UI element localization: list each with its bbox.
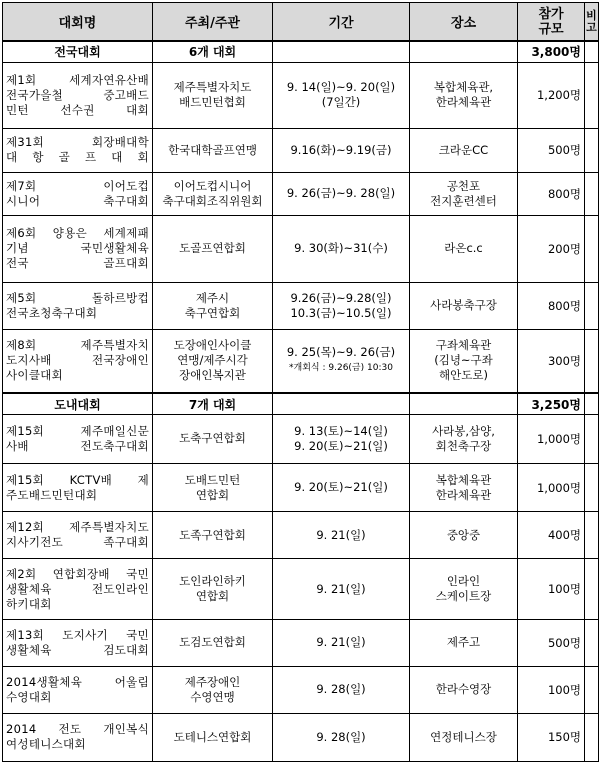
event-venue: 복합체육관 한라체육관 bbox=[410, 464, 518, 512]
event-host: 제주특별자치도 배드민턴협회 bbox=[153, 62, 273, 128]
event-name: 제2회 연합회장배 국민 생활체육 전도인라인 하키대회 bbox=[3, 559, 153, 620]
event-name: 제8회 제주특별자치 도지사배 전국장애인 사이클대회 bbox=[3, 329, 153, 393]
event-scale: 150명 bbox=[518, 713, 585, 761]
event-period bbox=[273, 62, 410, 128]
header-name: 대회명 bbox=[3, 3, 153, 42]
table-row bbox=[3, 464, 599, 512]
event-venue: 구좌체육관 (김녕~구좌 해안도로) bbox=[410, 329, 518, 393]
event-venue: 라온c.c bbox=[410, 216, 518, 282]
event-note bbox=[585, 62, 599, 128]
empty-cell bbox=[585, 41, 599, 62]
event-venue: 사라봉,삼양, 회천축구장 bbox=[410, 414, 518, 463]
table-row bbox=[3, 216, 599, 282]
table-row bbox=[3, 713, 599, 761]
section-total: 3,250명 bbox=[518, 393, 585, 414]
event-period bbox=[273, 512, 410, 559]
table-row bbox=[3, 559, 599, 620]
event-name: 제15회 제주매일신문 사배 전도축구대회 bbox=[3, 414, 153, 463]
table-row bbox=[3, 129, 599, 173]
event-scale: 400명 bbox=[518, 512, 585, 559]
event-venue: 중앙중 bbox=[410, 512, 518, 559]
section-title: 도내대회 bbox=[3, 393, 153, 414]
header-period: 기간 bbox=[273, 3, 410, 42]
section-total: 3,800명 bbox=[518, 41, 585, 62]
event-venue: 공천포 전지훈련센터 bbox=[410, 172, 518, 216]
event-period-note: *개회식 : 9.26(금) 10:30 bbox=[289, 363, 393, 374]
event-venue: 사라봉축구장 bbox=[410, 282, 518, 329]
event-period bbox=[273, 713, 410, 761]
event-venue: 한라수영장 bbox=[410, 666, 518, 713]
event-period bbox=[273, 129, 410, 173]
event-period-dates: 9.16(화)~9.19(금) bbox=[290, 142, 392, 157]
event-period bbox=[273, 619, 410, 666]
event-name: 제1회 세계자연유산배 전국가을철 중고배드 민턴 선수권 대회 bbox=[3, 62, 153, 128]
table-row bbox=[3, 172, 599, 216]
event-scale: 300명 bbox=[518, 329, 585, 393]
section-count: 7개 대회 bbox=[153, 393, 273, 414]
event-host: 제주시 축구연합회 bbox=[153, 282, 273, 329]
event-venue: 복합체육관, 한라체육관 bbox=[410, 62, 518, 128]
event-name: 제6회 양용은 세계제패 기념 국민생활체육 전국 골프대회 bbox=[3, 216, 153, 282]
section-row bbox=[3, 393, 599, 414]
event-name: 제5회 돌하르방컵 전국초청축구대회 bbox=[3, 282, 153, 329]
event-host: 도축구연합회 bbox=[153, 414, 273, 463]
event-period bbox=[273, 414, 410, 463]
event-name: 제7회 이어도컵 시니어 축구대회 bbox=[3, 172, 153, 216]
event-name: 2014 전도 개인복식 여성테니스대회 bbox=[3, 713, 153, 761]
event-host: 도테니스연합회 bbox=[153, 713, 273, 761]
event-scale: 800명 bbox=[518, 282, 585, 329]
table-row bbox=[3, 666, 599, 713]
header-scale: 참가 규모 bbox=[518, 3, 585, 42]
table-row bbox=[3, 512, 599, 559]
event-period bbox=[273, 666, 410, 713]
event-period bbox=[273, 216, 410, 282]
event-scale: 100명 bbox=[518, 666, 585, 713]
event-host: 도족구연합회 bbox=[153, 512, 273, 559]
event-scale: 500명 bbox=[518, 619, 585, 666]
event-scale: 1,000명 bbox=[518, 464, 585, 512]
event-name: 2014생활체육 어울림 수영대회 bbox=[3, 666, 153, 713]
event-note bbox=[585, 666, 599, 713]
event-note bbox=[585, 129, 599, 173]
event-venue: 인라인 스케이트장 bbox=[410, 559, 518, 620]
empty-cell bbox=[585, 393, 599, 414]
event-host: 도검도연합회 bbox=[153, 619, 273, 666]
event-host: 도배드민턴 연합회 bbox=[153, 464, 273, 512]
event-note bbox=[585, 172, 599, 216]
event-period-dates: 9.26(금)~9.28(일) 10.3(금)~10.5(일) bbox=[290, 290, 392, 320]
header-host: 주최/주관 bbox=[153, 3, 273, 42]
event-period bbox=[273, 329, 410, 393]
header-venue: 장소 bbox=[410, 3, 518, 42]
event-venue: 연정테니스장 bbox=[410, 713, 518, 761]
table-row bbox=[3, 414, 599, 463]
event-period bbox=[273, 282, 410, 329]
event-venue: 크라운CC bbox=[410, 129, 518, 173]
event-name: 제15회 KCTV배 제 주도배드민턴대회 bbox=[3, 464, 153, 512]
event-scale: 100명 bbox=[518, 559, 585, 620]
table-row bbox=[3, 62, 599, 128]
event-scale: 200명 bbox=[518, 216, 585, 282]
empty-cell bbox=[273, 393, 410, 414]
event-period-dates: 9. 25(목)~9. 26(금) bbox=[286, 345, 396, 360]
section-row bbox=[3, 41, 599, 62]
event-note bbox=[585, 282, 599, 329]
event-period-dates: 9. 26(금)~9. 28(일) bbox=[286, 186, 396, 201]
event-period bbox=[273, 172, 410, 216]
event-note bbox=[585, 619, 599, 666]
empty-cell bbox=[273, 41, 410, 62]
event-period-dates: 9. 21(일) bbox=[316, 581, 366, 596]
event-scale: 500명 bbox=[518, 129, 585, 173]
event-period bbox=[273, 464, 410, 512]
event-host: 한국대학골프연맹 bbox=[153, 129, 273, 173]
event-note bbox=[585, 713, 599, 761]
empty-cell bbox=[410, 393, 518, 414]
event-name: 제12회 제주특별자치도 지사기전도 족구대회 bbox=[3, 512, 153, 559]
event-period-dates: 9. 28(일) bbox=[316, 682, 366, 697]
event-name: 제13회 도지사기 국민 생활체육 검도대회 bbox=[3, 619, 153, 666]
header-row bbox=[3, 3, 599, 42]
event-scale: 1,000명 bbox=[518, 414, 585, 463]
event-scale: 800명 bbox=[518, 172, 585, 216]
table-body bbox=[3, 41, 599, 762]
event-period-dates: 9. 28(일) bbox=[316, 729, 366, 744]
event-period-dates: 9. 13(토)~14(일) 9. 20(토)~21(일) bbox=[294, 423, 388, 453]
header-note: 비 고 bbox=[585, 3, 599, 42]
table-row bbox=[3, 619, 599, 666]
events-table bbox=[2, 2, 599, 762]
table-row bbox=[3, 329, 599, 393]
section-count: 6개 대회 bbox=[153, 41, 273, 62]
event-host: 제주장애인 수영연맹 bbox=[153, 666, 273, 713]
event-period-dates: 9. 14(일)~9. 20(일) (7일간) bbox=[286, 80, 396, 110]
event-scale: 1,200명 bbox=[518, 62, 585, 128]
event-note bbox=[585, 414, 599, 463]
event-host: 도장애인사이클 연맹/제주시각 장애인복지관 bbox=[153, 329, 273, 393]
event-host: 도골프연합회 bbox=[153, 216, 273, 282]
event-venue: 제주고 bbox=[410, 619, 518, 666]
event-host: 이어도컵시니어 축구대회조직위원회 bbox=[153, 172, 273, 216]
event-note bbox=[585, 329, 599, 393]
event-period-dates: 9. 21(일) bbox=[316, 527, 366, 542]
event-note bbox=[585, 559, 599, 620]
section-title: 전국대회 bbox=[3, 41, 153, 62]
event-note bbox=[585, 464, 599, 512]
event-period-dates: 9. 20(토)~21(일) bbox=[294, 480, 388, 495]
event-period-dates: 9. 30(화)~31(수) bbox=[294, 241, 388, 256]
event-note bbox=[585, 512, 599, 559]
table-row bbox=[3, 282, 599, 329]
empty-cell bbox=[410, 41, 518, 62]
event-period-dates: 9. 21(일) bbox=[316, 635, 366, 650]
event-period bbox=[273, 559, 410, 620]
event-note bbox=[585, 216, 599, 282]
event-name: 제31회 회장배대학 대 항 골 프 대 회 bbox=[3, 129, 153, 173]
event-host: 도인라인하키 연합회 bbox=[153, 559, 273, 620]
